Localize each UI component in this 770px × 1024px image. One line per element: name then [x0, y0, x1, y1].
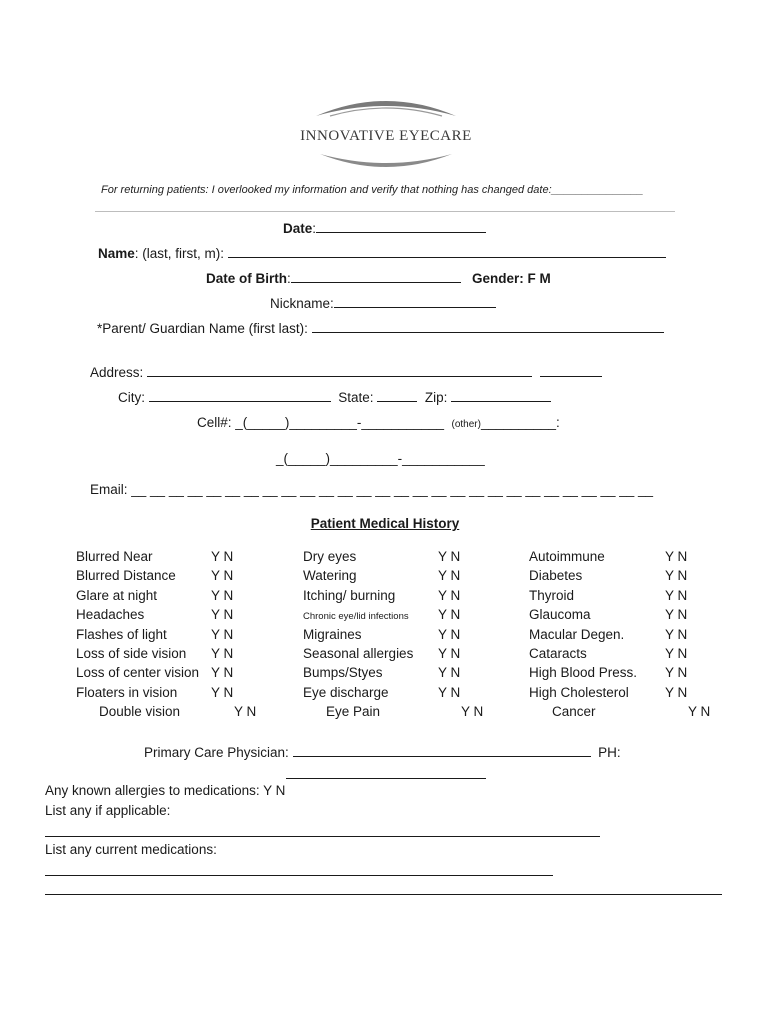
yes-no-options[interactable]: Y N: [665, 549, 688, 564]
yes-no-options[interactable]: Y N: [438, 568, 461, 584]
condition-label: Autoimmune: [529, 549, 605, 564]
returning-patient-note: For returning patients: I overlooked my information and verify that nothing has changed date:_______________: [101, 184, 644, 196]
condition-label: Floaters in vision: [76, 684, 178, 700]
date-field[interactable]: [316, 220, 486, 233]
history-column-3: [529, 549, 729, 724]
address-row: [90, 364, 602, 380]
condition-label: Eye Pain: [326, 704, 381, 720]
city-field[interactable]: [149, 389, 331, 402]
condition-label: Diabetes: [529, 568, 583, 584]
condition-label: Loss of side vision: [76, 645, 187, 661]
yes-no-options[interactable]: Y N: [438, 587, 461, 603]
email-label: Email:: [90, 482, 128, 497]
gender-options[interactable]: : F M: [519, 271, 551, 286]
yes-no-options[interactable]: Y N: [211, 665, 234, 681]
yes-no-options[interactable]: Y N: [665, 665, 688, 681]
history-row: [303, 549, 503, 568]
condition-label: Loss of center vision: [76, 665, 200, 681]
history-row: [303, 646, 503, 665]
history-row: [76, 685, 276, 704]
email-row: [90, 482, 653, 497]
history-row: [76, 704, 276, 723]
history-row: [76, 665, 276, 684]
condition-label: Dry eyes: [303, 549, 357, 564]
dob-field[interactable]: [291, 270, 461, 283]
address-label: Address:: [90, 365, 144, 380]
yes-no-options[interactable]: Y N: [438, 684, 461, 700]
history-row: [529, 704, 729, 723]
condition-label: High Blood Press.: [529, 665, 638, 681]
condition-label: Macular Degen.: [529, 626, 625, 642]
history-column-1: [76, 549, 276, 724]
history-column-2: [303, 549, 503, 724]
yes-no-options[interactable]: Y N: [438, 665, 461, 681]
medications-label: List any current medications:: [45, 842, 217, 857]
physician-phone-label: PH:: [598, 745, 621, 760]
condition-label: Flashes of light: [76, 626, 167, 642]
condition-label: Cancer: [552, 704, 596, 720]
yes-no-options[interactable]: Y N: [211, 626, 234, 642]
yes-no-options[interactable]: Y N: [234, 704, 257, 720]
condition-label: High Cholesterol: [529, 684, 629, 700]
yes-no-options[interactable]: Y N: [665, 607, 688, 623]
history-row: [303, 588, 503, 607]
yes-no-options[interactable]: Y N: [665, 626, 688, 642]
guardian-row: [97, 320, 664, 336]
brand-name: INNOVATIVE EYECARE: [300, 128, 472, 144]
cell-label: Cell#:: [197, 415, 232, 430]
yes-no-options[interactable]: Y N: [438, 645, 461, 661]
dob-label: Date of Birth: [206, 271, 287, 286]
physician-field[interactable]: [293, 744, 591, 757]
date-label: Date: [283, 221, 313, 236]
allergies-list-field[interactable]: [45, 824, 600, 842]
history-row: [303, 568, 503, 587]
name-row: Name: (last, first, m):: [98, 245, 666, 261]
history-row: [76, 607, 276, 626]
medical-history-title: Patient Medical History: [310, 516, 460, 531]
allergies-question[interactable]: Any known allergies to medications: Y N: [45, 783, 286, 798]
yes-no-options[interactable]: Y N: [688, 704, 711, 720]
yes-no-options[interactable]: Y N: [665, 645, 688, 661]
physician-label: Primary Care Physician:: [144, 745, 289, 760]
history-row: [76, 549, 276, 568]
history-row: [76, 568, 276, 587]
yes-no-options[interactable]: Y N: [665, 684, 688, 700]
yes-no-options[interactable]: Y N: [211, 568, 234, 584]
other-label: (other): [451, 419, 481, 430]
yes-no-options[interactable]: Y N: [665, 568, 688, 584]
yes-no-options[interactable]: Y N: [438, 626, 461, 642]
gender-label: Gender: [472, 271, 520, 286]
address-unit-field[interactable]: [540, 364, 602, 377]
dob-row: Date of Birth: Gender: F M: [206, 271, 551, 286]
city-row: [118, 389, 551, 405]
history-row: [529, 588, 729, 607]
divider: [95, 211, 675, 212]
cell-field[interactable]: _(_____)_________-___________: [235, 415, 444, 430]
nickname-field[interactable]: [334, 295, 496, 308]
date-row: Date:: [283, 220, 486, 236]
yes-no-options[interactable]: Y N: [438, 607, 461, 623]
history-row: [303, 685, 503, 704]
state-label: State:: [338, 390, 374, 405]
history-row: [76, 588, 276, 607]
yes-no-options[interactable]: Y N: [211, 607, 234, 623]
history-row: [76, 627, 276, 646]
yes-no-options[interactable]: Y N: [461, 704, 484, 720]
history-row: [529, 568, 729, 587]
condition-label: Cataracts: [529, 645, 587, 661]
yes-no-options[interactable]: Y N: [438, 549, 461, 564]
guardian-label: *Parent/ Guardian Name (first last):: [97, 321, 308, 336]
condition-label: Chronic eye/lid infections: [303, 611, 409, 623]
yes-no-options[interactable]: Y N: [211, 684, 234, 700]
name-label: Name: [98, 246, 135, 261]
history-row: [303, 665, 503, 684]
history-row: [529, 665, 729, 684]
yes-no-options[interactable]: Y N: [211, 645, 234, 661]
allergies-list-label: List any if applicable:: [45, 803, 171, 818]
history-row: [529, 646, 729, 665]
history-row: [529, 627, 729, 646]
history-row: [303, 627, 503, 646]
yes-no-options[interactable]: Y N: [211, 549, 234, 564]
nickname-label: Nickname:: [270, 296, 334, 311]
history-row: [303, 607, 503, 626]
cell-row: [197, 415, 560, 430]
history-row: [76, 646, 276, 665]
name-field[interactable]: [228, 245, 666, 258]
condition-label: Seasonal allergies: [303, 645, 414, 661]
condition-label: Blurred Distance: [76, 568, 176, 584]
city-label: City:: [118, 390, 145, 405]
other-phone-field[interactable]: __________:: [480, 415, 560, 430]
condition-label: Double vision: [99, 704, 181, 720]
history-row: [529, 607, 729, 626]
medications-field-2[interactable]: [45, 882, 722, 900]
state-field[interactable]: [377, 389, 417, 402]
condition-label: Blurred Near: [76, 549, 153, 564]
yes-no-options[interactable]: Y N: [665, 587, 688, 603]
condition-label: Watering: [303, 568, 357, 584]
condition-label: Glare at night: [76, 587, 158, 603]
physician-phone-field[interactable]: [286, 766, 486, 784]
yes-no-options[interactable]: Y N: [211, 587, 234, 603]
email-field[interactable]: __ __ __ __ __ __ __ __ __ __ __ __ __ __ __ __ __ __ __ __ __ __ __ __ __ __ __ __: [131, 482, 654, 497]
history-row: [529, 685, 729, 704]
condition-label: Thyroid: [529, 587, 575, 603]
condition-label: Headaches: [76, 607, 145, 623]
medications-field-1[interactable]: [45, 863, 553, 881]
innovative-eyecare-logo: [296, 92, 476, 172]
address-field[interactable]: [147, 364, 532, 377]
condition-label: Itching/ burning: [303, 587, 396, 603]
zip-label: Zip:: [424, 390, 448, 405]
condition-label: Migraines: [303, 626, 362, 642]
history-row: [529, 549, 729, 568]
condition-label: Glaucoma: [529, 607, 591, 623]
condition-label: Eye discharge: [303, 684, 389, 700]
condition-label: Bumps/Styes: [303, 665, 383, 681]
zip-field[interactable]: [451, 389, 551, 402]
guardian-field[interactable]: [312, 320, 664, 333]
physician-row: [144, 744, 621, 760]
history-row: [303, 704, 503, 723]
nickname-row: [270, 295, 496, 311]
phone2-field[interactable]: _(_____)_________-___________: [276, 451, 485, 466]
